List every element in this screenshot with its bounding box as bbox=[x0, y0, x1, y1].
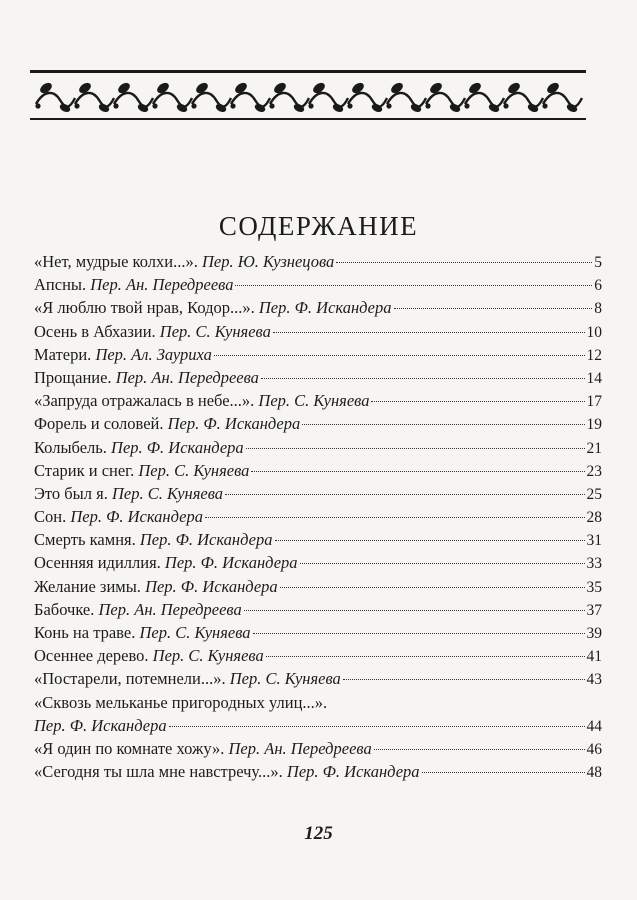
toc-entry-translator: Пер. Ал. Зауриха bbox=[95, 344, 212, 364]
toc-entry-title: Это был я. bbox=[34, 483, 108, 503]
toc-entry bbox=[34, 322, 602, 345]
toc-entry-page: 12 bbox=[586, 346, 602, 364]
toc-entry-title: Желание зимы. bbox=[34, 576, 141, 596]
toc-entry bbox=[34, 669, 602, 692]
toc-entry-text bbox=[34, 252, 334, 272]
toc-entry-page: 28 bbox=[586, 509, 602, 527]
toc-entry-text bbox=[34, 693, 327, 713]
toc-entry-translator: Пер. Ф. Искандера bbox=[70, 507, 203, 527]
leader-dots bbox=[422, 772, 585, 773]
toc-entry bbox=[34, 345, 602, 368]
toc-entry-translator: Пер. Ф. Искандера bbox=[164, 553, 298, 573]
toc-entry-translator: Пер. Ан. Передреева bbox=[98, 599, 242, 619]
toc-entry-page: 23 bbox=[586, 462, 602, 480]
toc-entry-translator: Пер. С. Куняева bbox=[111, 483, 223, 503]
toc-entry-page: 6 bbox=[594, 277, 602, 295]
leader-dots bbox=[273, 332, 585, 333]
toc-entry-translator: Пер. Ан. Передреева bbox=[115, 367, 259, 387]
toc-entry-translator: Пер. Ан. Передреева bbox=[228, 738, 372, 758]
toc-entry bbox=[34, 507, 602, 530]
toc-entry-text bbox=[34, 716, 167, 736]
toc-entry-page: 35 bbox=[586, 578, 602, 596]
toc-entry-text bbox=[34, 345, 212, 365]
toc-entry-text bbox=[34, 530, 273, 550]
toc-entry bbox=[34, 368, 602, 391]
leader-dots bbox=[235, 285, 592, 286]
toc-entry-translator: Пер. Ан. Передреева bbox=[90, 275, 234, 295]
toc-entry-translator: Пер. Ф. Искандера bbox=[258, 298, 392, 318]
leader-dots bbox=[374, 749, 585, 750]
toc-entry-page: 39 bbox=[586, 625, 602, 642]
toc-entry-translator: Пер. Ф. Искандера bbox=[111, 437, 244, 457]
toc-entry-text bbox=[34, 414, 300, 434]
leader-dots bbox=[300, 563, 585, 564]
toc-entry-title: «Я люблю твой нрав, Кодор...». bbox=[34, 298, 255, 318]
toc-entry-title: «Запруда отражалась в небе...». bbox=[34, 391, 255, 411]
toc-entry bbox=[34, 577, 602, 600]
toc-entry-translator: Пер. Ф. Искандера bbox=[167, 414, 301, 434]
toc-entry bbox=[34, 553, 602, 576]
toc-entry-title: Бабочке. bbox=[34, 599, 95, 619]
toc-entry-text bbox=[34, 577, 278, 597]
toc-entry-page: 25 bbox=[586, 485, 602, 503]
leader-dots bbox=[394, 308, 593, 309]
toc-entry-text bbox=[34, 461, 249, 481]
toc-entry bbox=[34, 484, 602, 507]
toc-entry-page: 43 bbox=[586, 671, 602, 689]
toc-entry-title: «Сегодня ты шла мне навстречу...». bbox=[34, 762, 283, 782]
toc-entry-translator: Пер. Ю. Кузнецова bbox=[201, 252, 335, 271]
toc-entry bbox=[34, 252, 602, 275]
toc-entry-translator: Пер. С. Куняева bbox=[159, 321, 271, 341]
toc-entry-translator: Пер. Ф. Искандера bbox=[145, 576, 278, 596]
toc-entry-text bbox=[34, 739, 372, 759]
toc-entry-title: Конь на траве. bbox=[34, 623, 136, 642]
toc-entry-title: Форель и соловей. bbox=[34, 414, 164, 434]
leader-dots bbox=[275, 540, 585, 541]
toc-entry bbox=[34, 414, 602, 437]
leader-dots bbox=[253, 633, 585, 634]
toc-entry-text bbox=[34, 275, 233, 295]
toc-entry bbox=[34, 275, 602, 298]
toc-entry-translator: Пер. С. Куняева bbox=[139, 623, 251, 642]
toc-entry-text bbox=[34, 438, 244, 458]
toc-entry-title: Смерть камня. bbox=[34, 530, 136, 550]
toc-entry-page: 19 bbox=[586, 416, 602, 434]
toc-entry bbox=[34, 438, 602, 461]
toc-entry bbox=[34, 391, 602, 414]
toc-entry-text bbox=[34, 298, 392, 318]
toc-entry-translator: Пер. Ф. Искандера bbox=[286, 762, 420, 782]
toc-entry-page: 44 bbox=[586, 717, 602, 735]
toc-entry-title: Осень в Абхазии. bbox=[34, 321, 156, 341]
toc-entry-translator: Пер. Ф. Искандера bbox=[139, 530, 273, 550]
toc-entry-title: Осенняя идиллия. bbox=[34, 553, 161, 573]
toc-entry-text bbox=[34, 600, 242, 620]
toc-entry-text bbox=[34, 391, 369, 411]
toc-entry-title: Апсны. bbox=[34, 275, 87, 295]
leader-dots bbox=[251, 471, 584, 472]
toc-entry bbox=[34, 530, 602, 553]
page-number: 125 bbox=[304, 823, 333, 844]
toc-entry bbox=[34, 461, 602, 484]
toc-entry-translator: Пер. Ф. Искандера bbox=[34, 715, 167, 735]
toc-entry-text bbox=[34, 646, 264, 666]
toc-entry-page: 37 bbox=[586, 601, 602, 619]
toc-entry-page: 8 bbox=[594, 300, 602, 318]
toc-entry-page: 14 bbox=[586, 369, 602, 387]
toc-entry-page: 10 bbox=[586, 323, 602, 341]
toc-entry-text bbox=[34, 669, 341, 689]
leader-dots bbox=[280, 587, 585, 588]
toc-entry-title: «Нет, мудрые колхи...». bbox=[34, 252, 198, 271]
toc-entry-text bbox=[34, 368, 259, 388]
toc-entry-page: 21 bbox=[586, 439, 602, 457]
toc-entry-page: 48 bbox=[586, 764, 602, 782]
toc-entry bbox=[34, 623, 602, 646]
toc-entry bbox=[34, 716, 602, 739]
leader-dots bbox=[246, 448, 585, 449]
leader-dots bbox=[214, 355, 585, 356]
leader-dots bbox=[343, 679, 585, 680]
leader-dots bbox=[261, 378, 585, 379]
leader-dots bbox=[336, 262, 592, 263]
toc-entry-title: Осеннее дерево. bbox=[34, 646, 149, 666]
toc-entry-text bbox=[34, 507, 203, 527]
toc-entry-title: «Я один по комнате хожу». bbox=[34, 738, 225, 758]
toc-entry-title: Колыбель. bbox=[34, 437, 107, 457]
leaf-vine-ornament bbox=[30, 70, 586, 122]
table-of-contents bbox=[34, 252, 602, 785]
leader-dots bbox=[205, 517, 585, 518]
toc-entry bbox=[34, 693, 602, 716]
toc-entry-page: 17 bbox=[586, 393, 602, 411]
leader-dots bbox=[225, 494, 585, 495]
toc-entry-text bbox=[34, 623, 251, 643]
toc-entry-page: 5 bbox=[594, 254, 602, 271]
toc-entry-title: Старик и снег. bbox=[34, 460, 135, 480]
toc-entry-text bbox=[34, 762, 420, 782]
toc-entry-page: 41 bbox=[586, 648, 602, 666]
toc-entry-page: 31 bbox=[586, 532, 602, 550]
toc-entry-page: 33 bbox=[586, 555, 602, 573]
leader-dots bbox=[169, 726, 585, 727]
toc-entry bbox=[34, 600, 602, 623]
toc-entry-translator: Пер. С. Куняева bbox=[258, 391, 370, 411]
toc-entry-translator: Пер. С. Куняева bbox=[152, 646, 264, 666]
toc-entry-title: Сон. bbox=[34, 507, 67, 527]
toc-entry-title: Матери. bbox=[34, 344, 92, 364]
toc-entry-page: 46 bbox=[586, 740, 602, 758]
toc-entry-text bbox=[34, 322, 271, 342]
toc-entry bbox=[34, 739, 602, 762]
toc-entry-title: «Постарели, потемнели...». bbox=[34, 669, 226, 689]
leader-dots bbox=[302, 424, 584, 425]
toc-entry-title: Прощание. bbox=[34, 367, 112, 387]
toc-entry-text bbox=[34, 484, 223, 504]
toc-entry bbox=[34, 762, 602, 785]
toc-entry-text bbox=[34, 553, 298, 573]
toc-entry-translator: Пер. С. Куняева bbox=[138, 460, 250, 480]
toc-entry-title: «Сквозь мельканье пригородных улиц...». bbox=[34, 692, 328, 712]
toc-entry-translator: Пер. С. Куняева bbox=[229, 669, 341, 689]
leader-dots bbox=[266, 656, 585, 657]
leader-dots bbox=[371, 401, 584, 402]
toc-entry bbox=[34, 298, 602, 321]
toc-entry bbox=[34, 646, 602, 669]
page-title: СОДЕРЖАНИЕ bbox=[218, 211, 419, 242]
leader-dots bbox=[244, 610, 585, 611]
